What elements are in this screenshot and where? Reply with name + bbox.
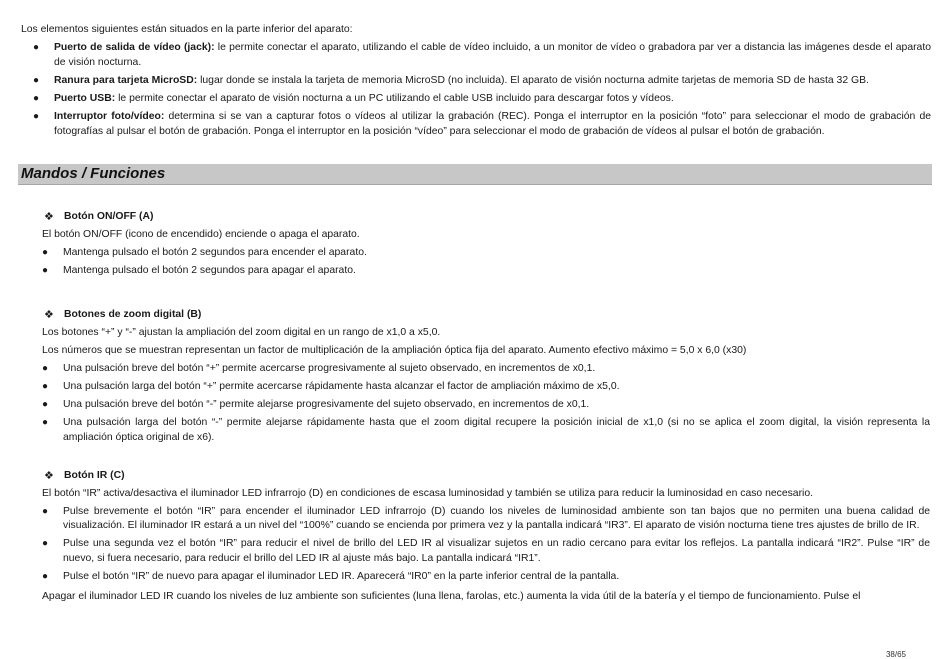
bullet-icon: ●	[42, 265, 49, 276]
intro-lead: Los elementos siguientes están situados en la parte inferior del aparato:	[21, 24, 353, 35]
bullet-icon: ●	[42, 381, 49, 392]
section-ir	[42, 467, 930, 606]
item-term: Ranura para tarjeta MicroSD:	[54, 75, 198, 86]
paragraph: El botón “IR” activa/desactiva el iluminador LED infrarrojo (D) en condiciones de escasa luminosidad y también se utiliza para reducir la luminosidad en caso necesario.	[42, 487, 814, 499]
bullet-list	[42, 246, 930, 279]
list-item	[42, 264, 930, 279]
list-item	[21, 40, 931, 70]
item-term: Puerto USB:	[54, 93, 116, 104]
bullet-icon: ●	[42, 570, 49, 582]
bullet-icon: ●	[42, 417, 49, 428]
list-item	[42, 505, 930, 534]
section-heading-bar	[18, 164, 932, 185]
item-text: Pulse una segunda vez el botón “IR” para reducir el nivel de brillo del LED IR al visualizar sujetos en un radio cercano para evitar los reflejos. La pantalla indicará “IR2”. Pulse “IR” de nuevo, si fuera necesario, para reducir el brillo del LED IR al ajuste más bajo. La pantalla indicará “IR1”.	[63, 538, 930, 564]
intro-block	[21, 22, 931, 142]
section-heading: Mandos / Funciones	[21, 165, 166, 182]
section-title	[42, 208, 930, 226]
item-term: Interruptor foto/vídeo:	[54, 111, 165, 122]
spacer	[42, 449, 930, 467]
section-zoom	[42, 306, 930, 445]
section-title	[42, 306, 930, 324]
bullet-icon: ●	[42, 399, 49, 410]
list-item	[21, 109, 931, 139]
functions-content	[42, 208, 930, 606]
bullet-list	[42, 505, 930, 585]
intro-list	[21, 40, 931, 139]
bullet-icon: ●	[33, 75, 40, 86]
bullet-icon: ●	[33, 93, 40, 104]
bullet-icon: ●	[33, 42, 40, 53]
item-text: Mantenga pulsado el botón 2 segundos para encender el aparato.	[63, 247, 367, 258]
list-item	[42, 570, 930, 585]
item-text: determina si se van a capturar fotos o vídeos al utilizar la grabación (REC). Ponga el interruptor en la posición “foto” para seleccionar el modo de grabación de fotografías al pulsar el botón de grabación. Ponga el interruptor en la posición “vídeo” para seleccionar el modo de grabación de vídeos al pulsar el botón de grabación.	[54, 111, 932, 137]
paragraph: El botón ON/OFF (icono de encendido) enciende o apaga el aparato.	[42, 229, 360, 240]
bullet-icon: ●	[42, 505, 49, 517]
bullet-list	[42, 362, 930, 445]
list-item	[21, 73, 931, 88]
closing-paragraph: Apagar el iluminador LED IR cuando los niveles de luz ambiente son suficientes (luna llena, farolas, etc.) aumenta la vida útil de la batería y el tiempo de funcionamiento. Pulse el	[42, 590, 861, 602]
page-number: 38/65	[885, 650, 906, 659]
item-text: Una pulsación larga del botón “-” permite alejarse rápidamente hasta que el zoom digital recupere la posición inicial de x1,0 (si no se aplica el zoom digital, la visión representa la ampliación óptica original de x6).	[63, 417, 930, 443]
item-text: Mantenga pulsado el botón 2 segundos para apagar el aparato.	[63, 265, 356, 276]
bullet-icon: ●	[33, 111, 40, 122]
section-title-text: Botón ON/OFF (A)	[64, 211, 154, 222]
bullet-icon: ●	[42, 538, 49, 549]
item-text: le permite conectar el aparato, utilizando el cable de vídeo incluido, a un monitor de vídeo o grabadora par ver a distancia las imágenes desde el aparato de visión nocturna.	[54, 42, 931, 68]
section-on-off	[42, 208, 930, 279]
item-term: Puerto de salida de vídeo (jack):	[54, 42, 215, 53]
paragraph: Los botones “+” y “-” ajustan la ampliación del zoom digital en un rango de x1,0 a x5,0.	[42, 327, 441, 338]
item-text: Pulse brevemente el botón “IR” para encender el iluminador LED infrarrojo (D) cuando los niveles de luminosidad ambiente son tan bajos que no permiten una buena calidad de visualización. El iluminador IR estará a un nivel del “100%” cuando se encienda por primera vez y la pantalla indicará “IR3”. El aparato de visión nocturna tiene tres ajustes de brillo de IR.	[63, 505, 930, 531]
list-item	[42, 537, 930, 566]
diamond-bullet-icon: ❖	[44, 469, 54, 482]
list-item	[42, 246, 930, 261]
item-text: lugar donde se instala la tarjeta de memoria MicroSD (no incluida). El aparato de visión nocturna admite tarjetas de memoria SD de hasta 32 GB.	[197, 75, 869, 86]
list-item	[42, 398, 930, 413]
spacer	[42, 282, 930, 306]
list-item	[42, 380, 930, 395]
item-text: Una pulsación larga del botón “+” permite acercarse rápidamente hasta alcanzar el factor de ampliación máximo de x5,0.	[63, 381, 620, 392]
item-text: Una pulsación breve del botón “+” permite acercarse progresivamente al sujeto observado, en incrementos de x0,1.	[63, 363, 596, 374]
bullet-icon: ●	[42, 363, 49, 374]
diamond-bullet-icon: ❖	[44, 309, 54, 321]
item-text: Pulse el botón “IR” de nuevo para apagar el iluminador LED IR. Aparecerá “IR0” en la parte inferior central de la pantalla.	[63, 570, 620, 582]
item-text: le permite conectar el aparato de visión nocturna a un PC utilizando el cable USB incluido para descargar fotos y vídeos.	[115, 93, 674, 104]
section-title-text: Botones de zoom digital (B)	[64, 309, 202, 320]
list-item	[21, 91, 931, 106]
list-item	[42, 362, 930, 377]
section-title-text: Botón IR (C)	[64, 469, 125, 481]
section-title	[42, 467, 930, 485]
paragraph: Los números que se muestran representan un factor de multiplicación de la ampliación óptica fija del aparato. Aumento efectivo máximo = 5,0 x 6,0 (x30)	[42, 345, 747, 356]
diamond-bullet-icon: ❖	[44, 211, 54, 223]
bullet-icon: ●	[42, 247, 49, 258]
item-text: Una pulsación breve del botón “-” permite alejarse progresivamente del sujeto observado, en incrementos de x0,1.	[63, 399, 590, 410]
list-item	[42, 416, 930, 445]
